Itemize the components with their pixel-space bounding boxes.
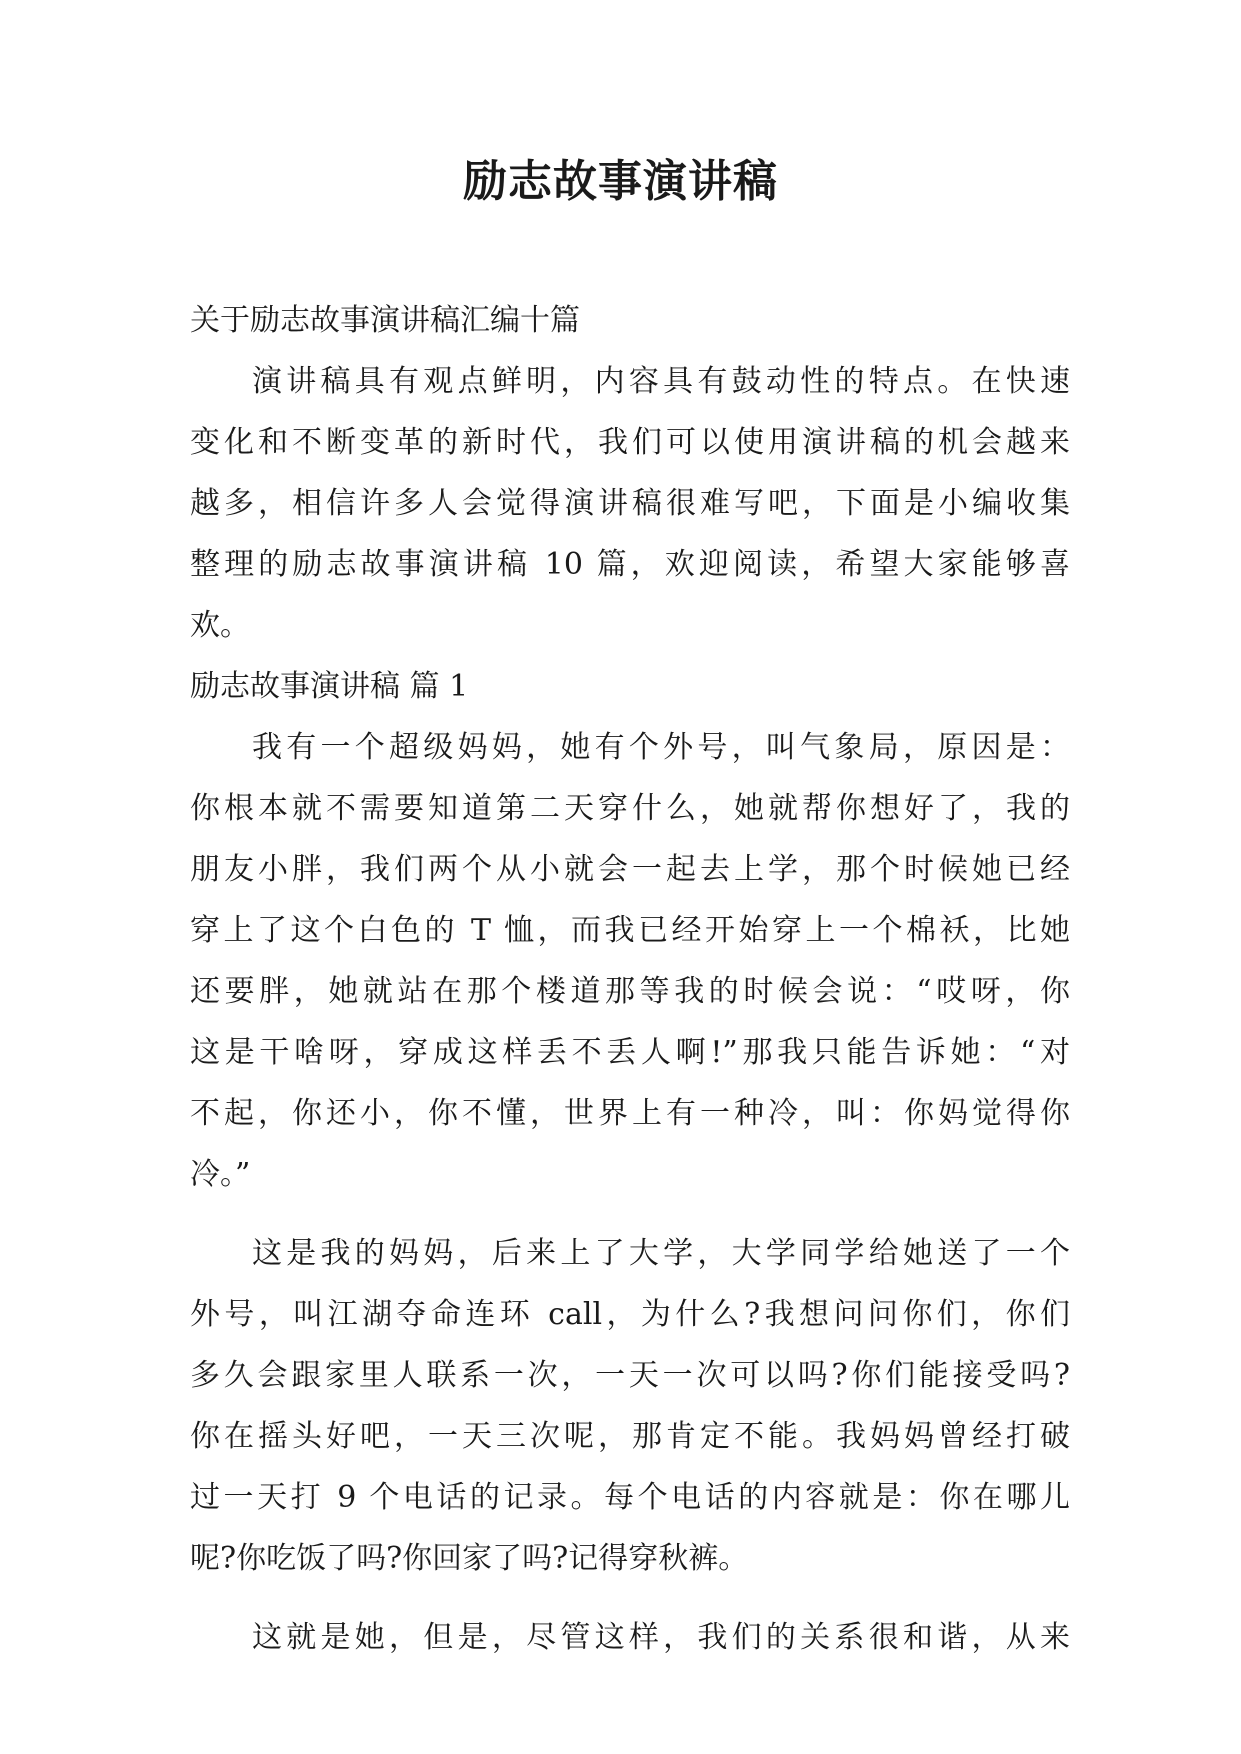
paragraph-line: 穿上了这个白色的 T 恤，而我已经开始穿上一个棉袄，比她 [190, 913, 1070, 948]
story-paragraph-3 [190, 1607, 1070, 1668]
paragraph-line: 这是我的妈妈，后来上了大学，大学同学给她送了一个 [252, 1236, 1070, 1271]
document-subtitle: 关于励志故事演讲稿汇编十篇 [190, 303, 580, 338]
story-paragraph-2 [190, 1223, 1070, 1589]
paragraph-line: 呢?你吃饭了吗?你回家了吗?记得穿秋裤。 [190, 1541, 749, 1576]
paragraph-line: 冷。” [190, 1157, 251, 1192]
paragraph-line: 我有一个超级妈妈，她有个外号，叫气象局，原因是： [252, 730, 1070, 765]
paragraph-spacer [190, 1205, 1070, 1223]
document-body [190, 290, 1070, 1668]
paragraph-line: 过一天打 9 个电话的记录。每个电话的内容就是：你在哪儿 [190, 1480, 1070, 1515]
document-title: 励志故事演讲稿 [463, 156, 778, 207]
story-paragraph-1 [190, 717, 1070, 1205]
intro-paragraph [190, 351, 1070, 656]
paragraph-line: 还要胖，她就站在那个楼道那等我的时候会说：“哎呀，你 [190, 974, 1070, 1009]
intro-line: 变化和不断变革的新时代，我们可以使用演讲稿的机会越来 [190, 425, 1070, 460]
paragraph-spacer [190, 1589, 1070, 1607]
intro-line: 欢。 [190, 608, 250, 643]
section-heading: 励志故事演讲稿 篇 1 [190, 669, 469, 704]
intro-line: 演讲稿具有观点鲜明，内容具有鼓动性的特点。在快速 [252, 364, 1070, 399]
paragraph-line: 这是干啥呀，穿成这样丢不丢人啊!”那我只能告诉她：“对 [190, 1035, 1070, 1070]
paragraph-line: 这就是她，但是，尽管这样，我们的关系很和谐，从来 [252, 1620, 1070, 1655]
paragraph-line: 你根本就不需要知道第二天穿什么，她就帮你想好了，我的 [190, 791, 1070, 826]
paragraph-line: 外号，叫江湖夺命连环 call，为什么?我想问问你们，你们 [190, 1297, 1070, 1332]
paragraph-line: 多久会跟家里人联系一次，一天一次可以吗?你们能接受吗? [190, 1358, 1070, 1393]
paragraph-line: 不起，你还小，你不懂，世界上有一种冷，叫：你妈觉得你 [190, 1096, 1070, 1131]
intro-line: 整理的励志故事演讲稿 10 篇，欢迎阅读，希望大家能够喜 [190, 547, 1070, 582]
paragraph-line: 朋友小胖，我们两个从小就会一起去上学，那个时候她已经 [190, 852, 1070, 887]
intro-line: 越多，相信许多人会觉得演讲稿很难写吧，下面是小编收集 [190, 486, 1070, 521]
paragraph-line: 你在摇头好吧，一天三次呢，那肯定不能。我妈妈曾经打破 [190, 1419, 1070, 1454]
